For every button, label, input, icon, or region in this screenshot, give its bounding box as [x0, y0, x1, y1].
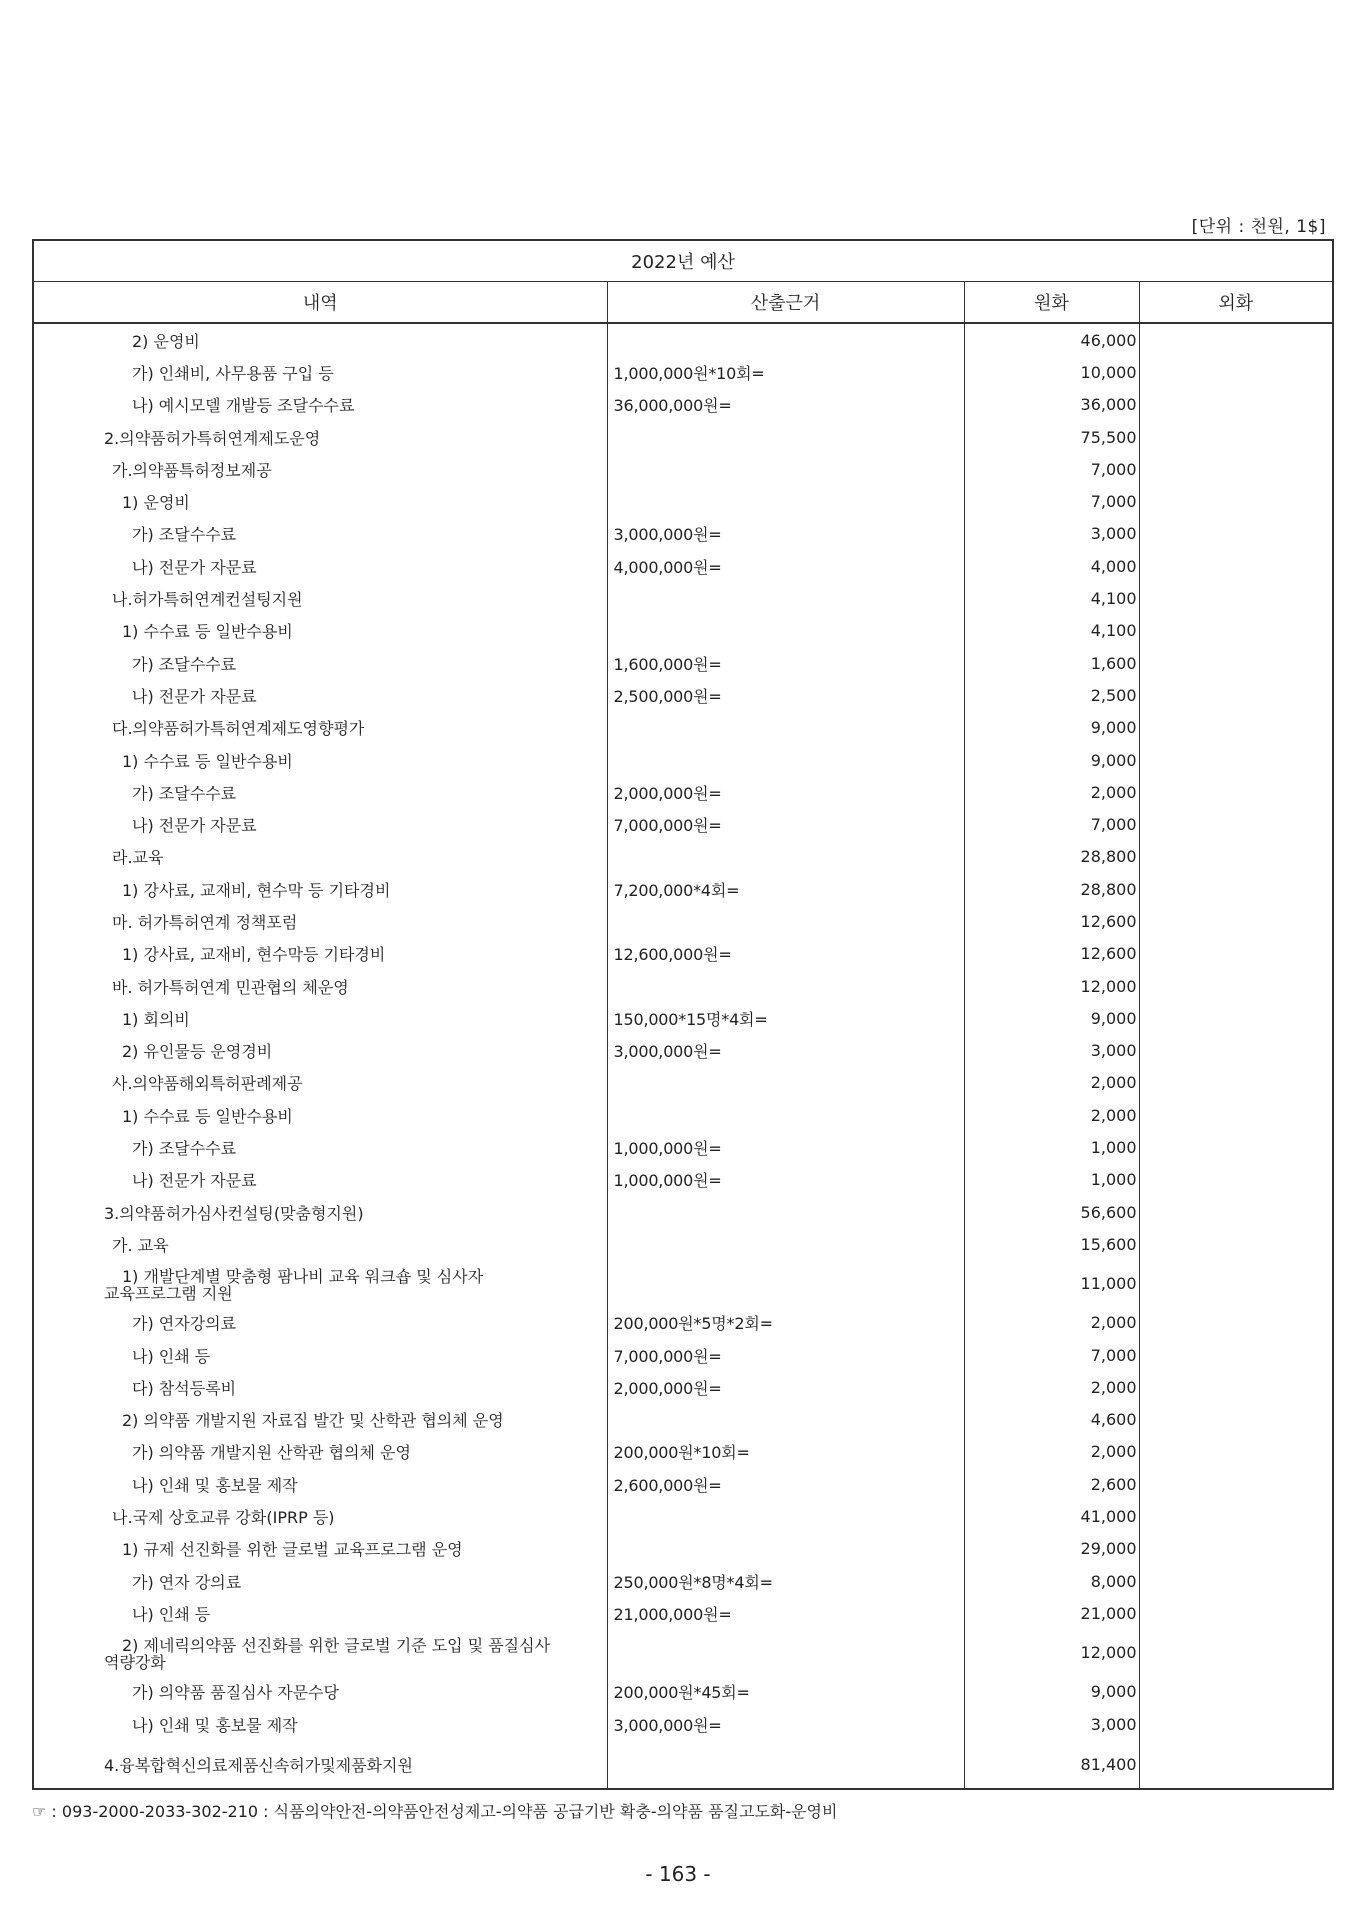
row-won-amount: 3,000 — [964, 518, 1139, 550]
row-basis: 2,000,000원= — [607, 776, 964, 808]
row-won-amount: 29,000 — [964, 1533, 1139, 1565]
row-won-amount: 2,000 — [964, 1099, 1139, 1131]
row-foreign-amount — [1139, 1164, 1333, 1196]
table-row — [33, 712, 1333, 744]
row-foreign-amount — [1139, 485, 1333, 517]
table-row — [33, 1035, 1333, 1067]
row-won-amount: 2,500 — [964, 679, 1139, 711]
row-basis — [607, 1228, 964, 1260]
row-description-text: 사.의약품해외특허판례제공 — [112, 1074, 303, 1094]
row-basis — [607, 1533, 964, 1565]
row-description — [33, 873, 607, 905]
row-foreign-amount — [1139, 1339, 1333, 1371]
row-foreign-amount — [1139, 938, 1333, 970]
row-won-amount: 9,000 — [964, 744, 1139, 776]
row-foreign-amount — [1139, 712, 1333, 744]
row-description-text: 1) 수수료 등 일반수용비 — [122, 751, 293, 771]
row-description-text: 다.의약품허가특허연계제도영향평가 — [112, 719, 365, 739]
row-basis: 150,000*15명*4회= — [607, 1002, 964, 1034]
column-header-foreign: 외화 — [1139, 282, 1333, 324]
budget-table — [32, 239, 1334, 1790]
row-won-amount: 2,000 — [964, 1371, 1139, 1403]
row-basis: 1,000,000원= — [607, 1164, 964, 1196]
table-row — [33, 615, 1333, 647]
row-basis: 200,000원*5명*2회= — [607, 1307, 964, 1339]
row-won-amount: 2,000 — [964, 1067, 1139, 1099]
row-basis — [607, 1740, 964, 1789]
row-description — [33, 582, 607, 614]
row-description — [33, 1228, 607, 1260]
row-won-amount: 3,000 — [964, 1035, 1139, 1067]
table-row — [33, 1164, 1333, 1196]
row-basis — [607, 1196, 964, 1228]
row-description — [33, 1067, 607, 1099]
row-description-text: 바. 허가특허연계 민관협의 체운영 — [112, 977, 349, 997]
row-basis — [607, 421, 964, 453]
row-description-text: 다) 참석등록비 — [132, 1378, 237, 1398]
row-won-amount: 1,600 — [964, 647, 1139, 679]
row-description — [33, 1468, 607, 1500]
table-row — [33, 1500, 1333, 1532]
table-row — [33, 421, 1333, 453]
unit-label: [단위 : 천원, 1$] — [1191, 217, 1326, 237]
row-won-amount: 12,000 — [964, 1630, 1139, 1676]
row-description-text: 1) 운영비 — [122, 493, 190, 513]
row-foreign-amount — [1139, 776, 1333, 808]
row-basis — [607, 582, 964, 614]
row-foreign-amount — [1139, 873, 1333, 905]
row-basis — [607, 841, 964, 873]
table-row — [33, 1436, 1333, 1468]
row-description-text: 1) 수수료 등 일반수용비 — [122, 1106, 293, 1126]
row-foreign-amount — [1139, 1468, 1333, 1500]
table-row — [33, 1740, 1333, 1789]
row-description-text: 나) 인쇄 등 — [132, 1346, 211, 1366]
year-header: 2022년 예산 — [33, 240, 1333, 282]
table-row — [33, 1067, 1333, 1099]
row-foreign-amount — [1139, 453, 1333, 485]
row-won-amount: 7,000 — [964, 1339, 1139, 1371]
row-basis — [607, 485, 964, 517]
row-description — [33, 1404, 607, 1436]
row-description — [33, 1533, 607, 1565]
row-description-text: 2) 유인물등 운영경비 — [122, 1042, 273, 1062]
table-row — [33, 356, 1333, 388]
row-description-text: 나) 인쇄 및 홍보물 제작 — [132, 1475, 298, 1495]
row-foreign-amount — [1139, 1261, 1333, 1307]
row-description — [33, 712, 607, 744]
row-basis — [607, 1067, 964, 1099]
row-description — [33, 485, 607, 517]
row-won-amount: 12,600 — [964, 905, 1139, 937]
row-won-amount: 1,000 — [964, 1164, 1139, 1196]
row-description-text: 가) 의약품 개발지원 산학관 협의체 운영 — [132, 1443, 411, 1463]
table-row — [33, 1404, 1333, 1436]
row-foreign-amount — [1139, 550, 1333, 582]
row-foreign-amount — [1139, 1676, 1333, 1708]
row-description-text: 나) 전문가 자문료 — [132, 1171, 257, 1191]
row-basis: 4,000,000원= — [607, 550, 964, 582]
footnote: ☞ : 093-2000-2033-302-210 : 식품의약안전-의약품안전성제고-의약품 공급기반 확충-의약품 품질고도화-운영비 — [32, 1802, 838, 1821]
row-won-amount: 4,600 — [964, 1404, 1139, 1436]
row-won-amount: 2,000 — [964, 1307, 1139, 1339]
row-description — [33, 744, 607, 776]
table-body — [33, 323, 1333, 1789]
row-foreign-amount — [1139, 1035, 1333, 1067]
row-won-amount: 41,000 — [964, 1500, 1139, 1532]
column-header-basis: 산출근거 — [607, 282, 964, 324]
row-description-text: 가) 연자 강의료 — [132, 1572, 242, 1592]
row-description-continuation: 교육프로그램 지원 — [104, 1283, 233, 1303]
row-basis — [607, 1404, 964, 1436]
row-description — [33, 1002, 607, 1034]
row-basis — [607, 712, 964, 744]
row-foreign-amount — [1139, 1067, 1333, 1099]
row-description — [33, 389, 607, 421]
row-won-amount: 11,000 — [964, 1261, 1139, 1307]
row-won-amount: 36,000 — [964, 389, 1139, 421]
row-description — [33, 1035, 607, 1067]
row-description — [33, 1708, 607, 1740]
row-basis — [607, 615, 964, 647]
row-description — [33, 841, 607, 873]
row-description — [33, 970, 607, 1002]
row-description-text: 1) 강사료, 교재비, 현수막등 기타경비 — [122, 945, 386, 965]
row-description-text: 3.의약품허가심사컨설팅(맞춤형지원) — [104, 1203, 364, 1223]
table-row — [33, 518, 1333, 550]
row-description-text: 1) 개발단계별 맞춤형 팜나비 교육 워크숍 및 심사자 — [122, 1266, 484, 1286]
table-row — [33, 323, 1333, 356]
row-won-amount: 8,000 — [964, 1565, 1139, 1597]
table-row — [33, 744, 1333, 776]
row-description — [33, 1371, 607, 1403]
row-won-amount: 4,000 — [964, 550, 1139, 582]
column-header-won: 원화 — [964, 282, 1139, 324]
row-description-text: 나) 전문가 자문료 — [132, 686, 257, 706]
row-description-text: 2) 의약품 개발지원 자료집 발간 및 산학관 협의체 운영 — [122, 1411, 504, 1431]
row-description-text: 2.의약품허가특허연계제도운영 — [104, 428, 321, 448]
row-foreign-amount — [1139, 679, 1333, 711]
row-description — [33, 679, 607, 711]
row-won-amount: 7,000 — [964, 485, 1139, 517]
row-description-text: 가. 교육 — [112, 1235, 169, 1255]
row-basis — [607, 1630, 964, 1676]
row-description — [33, 453, 607, 485]
table-row — [33, 1307, 1333, 1339]
row-description — [33, 518, 607, 550]
table-row — [33, 938, 1333, 970]
row-description — [33, 1261, 607, 1307]
row-description-text: 가) 연자강의료 — [132, 1314, 237, 1334]
row-description — [33, 1436, 607, 1468]
row-foreign-amount — [1139, 1436, 1333, 1468]
row-description-text: 가) 조달수수료 — [132, 525, 237, 545]
row-won-amount: 28,800 — [964, 841, 1139, 873]
row-foreign-amount — [1139, 518, 1333, 550]
row-description-text: 나.허가특허연계컨설팅지원 — [112, 590, 303, 610]
row-description-text: 가) 조달수수료 — [132, 1139, 237, 1159]
table-row — [33, 1630, 1333, 1676]
row-foreign-amount — [1139, 808, 1333, 840]
row-description — [33, 905, 607, 937]
row-description — [33, 1164, 607, 1196]
row-description — [33, 1131, 607, 1163]
table-row — [33, 1099, 1333, 1131]
row-description-text: 가) 인쇄비, 사무용품 구입 등 — [132, 363, 334, 383]
table-row — [33, 1196, 1333, 1228]
table-row — [33, 1261, 1333, 1307]
row-won-amount: 81,400 — [964, 1740, 1139, 1789]
row-basis: 21,000,000원= — [607, 1597, 964, 1629]
row-basis: 2,600,000원= — [607, 1468, 964, 1500]
table-row — [33, 1371, 1333, 1403]
row-foreign-amount — [1139, 421, 1333, 453]
row-basis: 12,600,000원= — [607, 938, 964, 970]
row-basis — [607, 1500, 964, 1532]
table-row — [33, 582, 1333, 614]
row-won-amount: 10,000 — [964, 356, 1139, 388]
row-basis — [607, 970, 964, 1002]
row-description-text: 가) 의약품 품질심사 자문수당 — [132, 1683, 339, 1703]
table-row — [33, 970, 1333, 1002]
table-row — [33, 1597, 1333, 1629]
row-description-text: 1) 회의비 — [122, 1009, 190, 1029]
row-description — [33, 1740, 607, 1789]
row-foreign-amount — [1139, 1500, 1333, 1532]
row-won-amount: 7,000 — [964, 453, 1139, 485]
row-basis: 7,000,000원= — [607, 808, 964, 840]
table-row — [33, 679, 1333, 711]
row-foreign-amount — [1139, 841, 1333, 873]
row-foreign-amount — [1139, 1740, 1333, 1789]
row-basis: 1,000,000원*10회= — [607, 356, 964, 388]
row-won-amount: 1,000 — [964, 1131, 1139, 1163]
row-description-text: 1) 강사료, 교재비, 현수막 등 기타경비 — [122, 880, 391, 900]
row-foreign-amount — [1139, 1002, 1333, 1034]
row-description — [33, 323, 607, 356]
row-description — [33, 1676, 607, 1708]
row-foreign-amount — [1139, 389, 1333, 421]
row-foreign-amount — [1139, 744, 1333, 776]
table-row — [33, 1339, 1333, 1371]
row-basis: 3,000,000원= — [607, 518, 964, 550]
row-won-amount: 9,000 — [964, 1676, 1139, 1708]
row-basis — [607, 1099, 964, 1131]
table-row — [33, 389, 1333, 421]
row-description — [33, 550, 607, 582]
row-foreign-amount — [1139, 356, 1333, 388]
row-foreign-amount — [1139, 1131, 1333, 1163]
column-header-description: 내역 — [33, 282, 607, 324]
row-description-text: 1) 규제 선진화를 위한 글로벌 교육프로그램 운영 — [122, 1540, 463, 1560]
row-won-amount: 12,600 — [964, 938, 1139, 970]
row-description — [33, 647, 607, 679]
row-basis: 2,000,000원= — [607, 1371, 964, 1403]
row-description — [33, 808, 607, 840]
row-foreign-amount — [1139, 905, 1333, 937]
row-description — [33, 1307, 607, 1339]
row-description-text: 가) 조달수수료 — [132, 654, 237, 674]
row-basis: 200,000원*45회= — [607, 1676, 964, 1708]
row-description — [33, 615, 607, 647]
row-won-amount: 7,000 — [964, 808, 1139, 840]
row-description-text: 나) 예시모델 개발등 조달수수료 — [132, 396, 355, 416]
table-row — [33, 1708, 1333, 1740]
row-description — [33, 1196, 607, 1228]
table-row — [33, 1002, 1333, 1034]
row-basis: 1,000,000원= — [607, 1131, 964, 1163]
row-description-text: 나) 인쇄 및 홍보물 제작 — [132, 1715, 298, 1735]
row-description-text: 가.의약품특허정보제공 — [112, 460, 272, 480]
row-won-amount: 4,100 — [964, 615, 1139, 647]
row-foreign-amount — [1139, 1228, 1333, 1260]
row-foreign-amount — [1139, 615, 1333, 647]
row-description-text: 1) 수수료 등 일반수용비 — [122, 622, 293, 642]
page-number: - 163 - — [645, 1862, 711, 1886]
row-basis — [607, 323, 964, 356]
table-row — [33, 841, 1333, 873]
table-row — [33, 808, 1333, 840]
table-row — [33, 485, 1333, 517]
row-description-text: 4.융복합혁신의료제품신속허가및제품화지원 — [104, 1755, 413, 1775]
row-basis: 36,000,000원= — [607, 389, 964, 421]
row-description-text: 라.교육 — [112, 848, 164, 868]
table-row — [33, 1228, 1333, 1260]
row-basis — [607, 744, 964, 776]
row-description-text: 2) 제네릭의약품 선진화를 위한 글로벌 기준 도입 및 품질심사 — [122, 1635, 551, 1655]
row-foreign-amount — [1139, 1630, 1333, 1676]
row-basis — [607, 1261, 964, 1307]
row-description — [33, 421, 607, 453]
row-basis — [607, 905, 964, 937]
row-basis: 3,000,000원= — [607, 1035, 964, 1067]
row-won-amount: 2,000 — [964, 776, 1139, 808]
row-description-text: 나) 전문가 자문료 — [132, 557, 257, 577]
row-basis: 1,600,000원= — [607, 647, 964, 679]
row-basis: 7,200,000*4회= — [607, 873, 964, 905]
table-header — [33, 240, 1333, 323]
row-description-text: 가) 조달수수료 — [132, 783, 237, 803]
row-foreign-amount — [1139, 1371, 1333, 1403]
table-row — [33, 1131, 1333, 1163]
table-row — [33, 1468, 1333, 1500]
row-won-amount: 12,000 — [964, 970, 1139, 1002]
row-description-text: 나) 인쇄 등 — [132, 1604, 211, 1624]
row-won-amount: 21,000 — [964, 1597, 1139, 1629]
table-row — [33, 776, 1333, 808]
row-description — [33, 938, 607, 970]
table-row — [33, 550, 1333, 582]
row-won-amount: 4,100 — [964, 582, 1139, 614]
row-foreign-amount — [1139, 1565, 1333, 1597]
row-basis: 3,000,000원= — [607, 1708, 964, 1740]
row-description — [33, 776, 607, 808]
row-foreign-amount — [1139, 1533, 1333, 1565]
row-description-continuation: 역량강화 — [104, 1652, 166, 1672]
row-won-amount: 28,800 — [964, 873, 1139, 905]
row-won-amount: 2,000 — [964, 1436, 1139, 1468]
row-won-amount: 56,600 — [964, 1196, 1139, 1228]
row-basis: 7,000,000원= — [607, 1339, 964, 1371]
row-basis: 2,500,000원= — [607, 679, 964, 711]
row-foreign-amount — [1139, 1196, 1333, 1228]
row-description — [33, 1630, 607, 1676]
row-description — [33, 1339, 607, 1371]
row-foreign-amount — [1139, 323, 1333, 356]
row-won-amount: 9,000 — [964, 712, 1139, 744]
row-won-amount: 46,000 — [964, 323, 1139, 356]
row-foreign-amount — [1139, 1708, 1333, 1740]
table-row — [33, 905, 1333, 937]
row-description — [33, 356, 607, 388]
row-description-text: 마. 허가특허연계 정책포럼 — [112, 912, 298, 932]
row-foreign-amount — [1139, 582, 1333, 614]
row-foreign-amount — [1139, 647, 1333, 679]
row-won-amount: 75,500 — [964, 421, 1139, 453]
row-description-text: 나) 전문가 자문료 — [132, 816, 257, 836]
table-row — [33, 453, 1333, 485]
row-won-amount: 2,600 — [964, 1468, 1139, 1500]
row-description — [33, 1565, 607, 1597]
row-description-text: 2) 운영비 — [132, 331, 200, 351]
table-row — [33, 1676, 1333, 1708]
row-foreign-amount — [1139, 1404, 1333, 1436]
row-basis — [607, 453, 964, 485]
row-foreign-amount — [1139, 1597, 1333, 1629]
table-row — [33, 1533, 1333, 1565]
row-foreign-amount — [1139, 970, 1333, 1002]
row-description — [33, 1597, 607, 1629]
row-basis: 200,000원*10회= — [607, 1436, 964, 1468]
row-foreign-amount — [1139, 1307, 1333, 1339]
row-description-text: 나.국제 상호교류 강화(IPRP 등) — [112, 1508, 335, 1528]
row-won-amount: 9,000 — [964, 1002, 1139, 1034]
table-row — [33, 1565, 1333, 1597]
row-basis: 250,000원*8명*4회= — [607, 1565, 964, 1597]
row-won-amount: 15,600 — [964, 1228, 1139, 1260]
table-row — [33, 647, 1333, 679]
table-row — [33, 873, 1333, 905]
row-description — [33, 1500, 607, 1532]
row-won-amount: 3,000 — [964, 1708, 1139, 1740]
row-foreign-amount — [1139, 1099, 1333, 1131]
row-description — [33, 1099, 607, 1131]
